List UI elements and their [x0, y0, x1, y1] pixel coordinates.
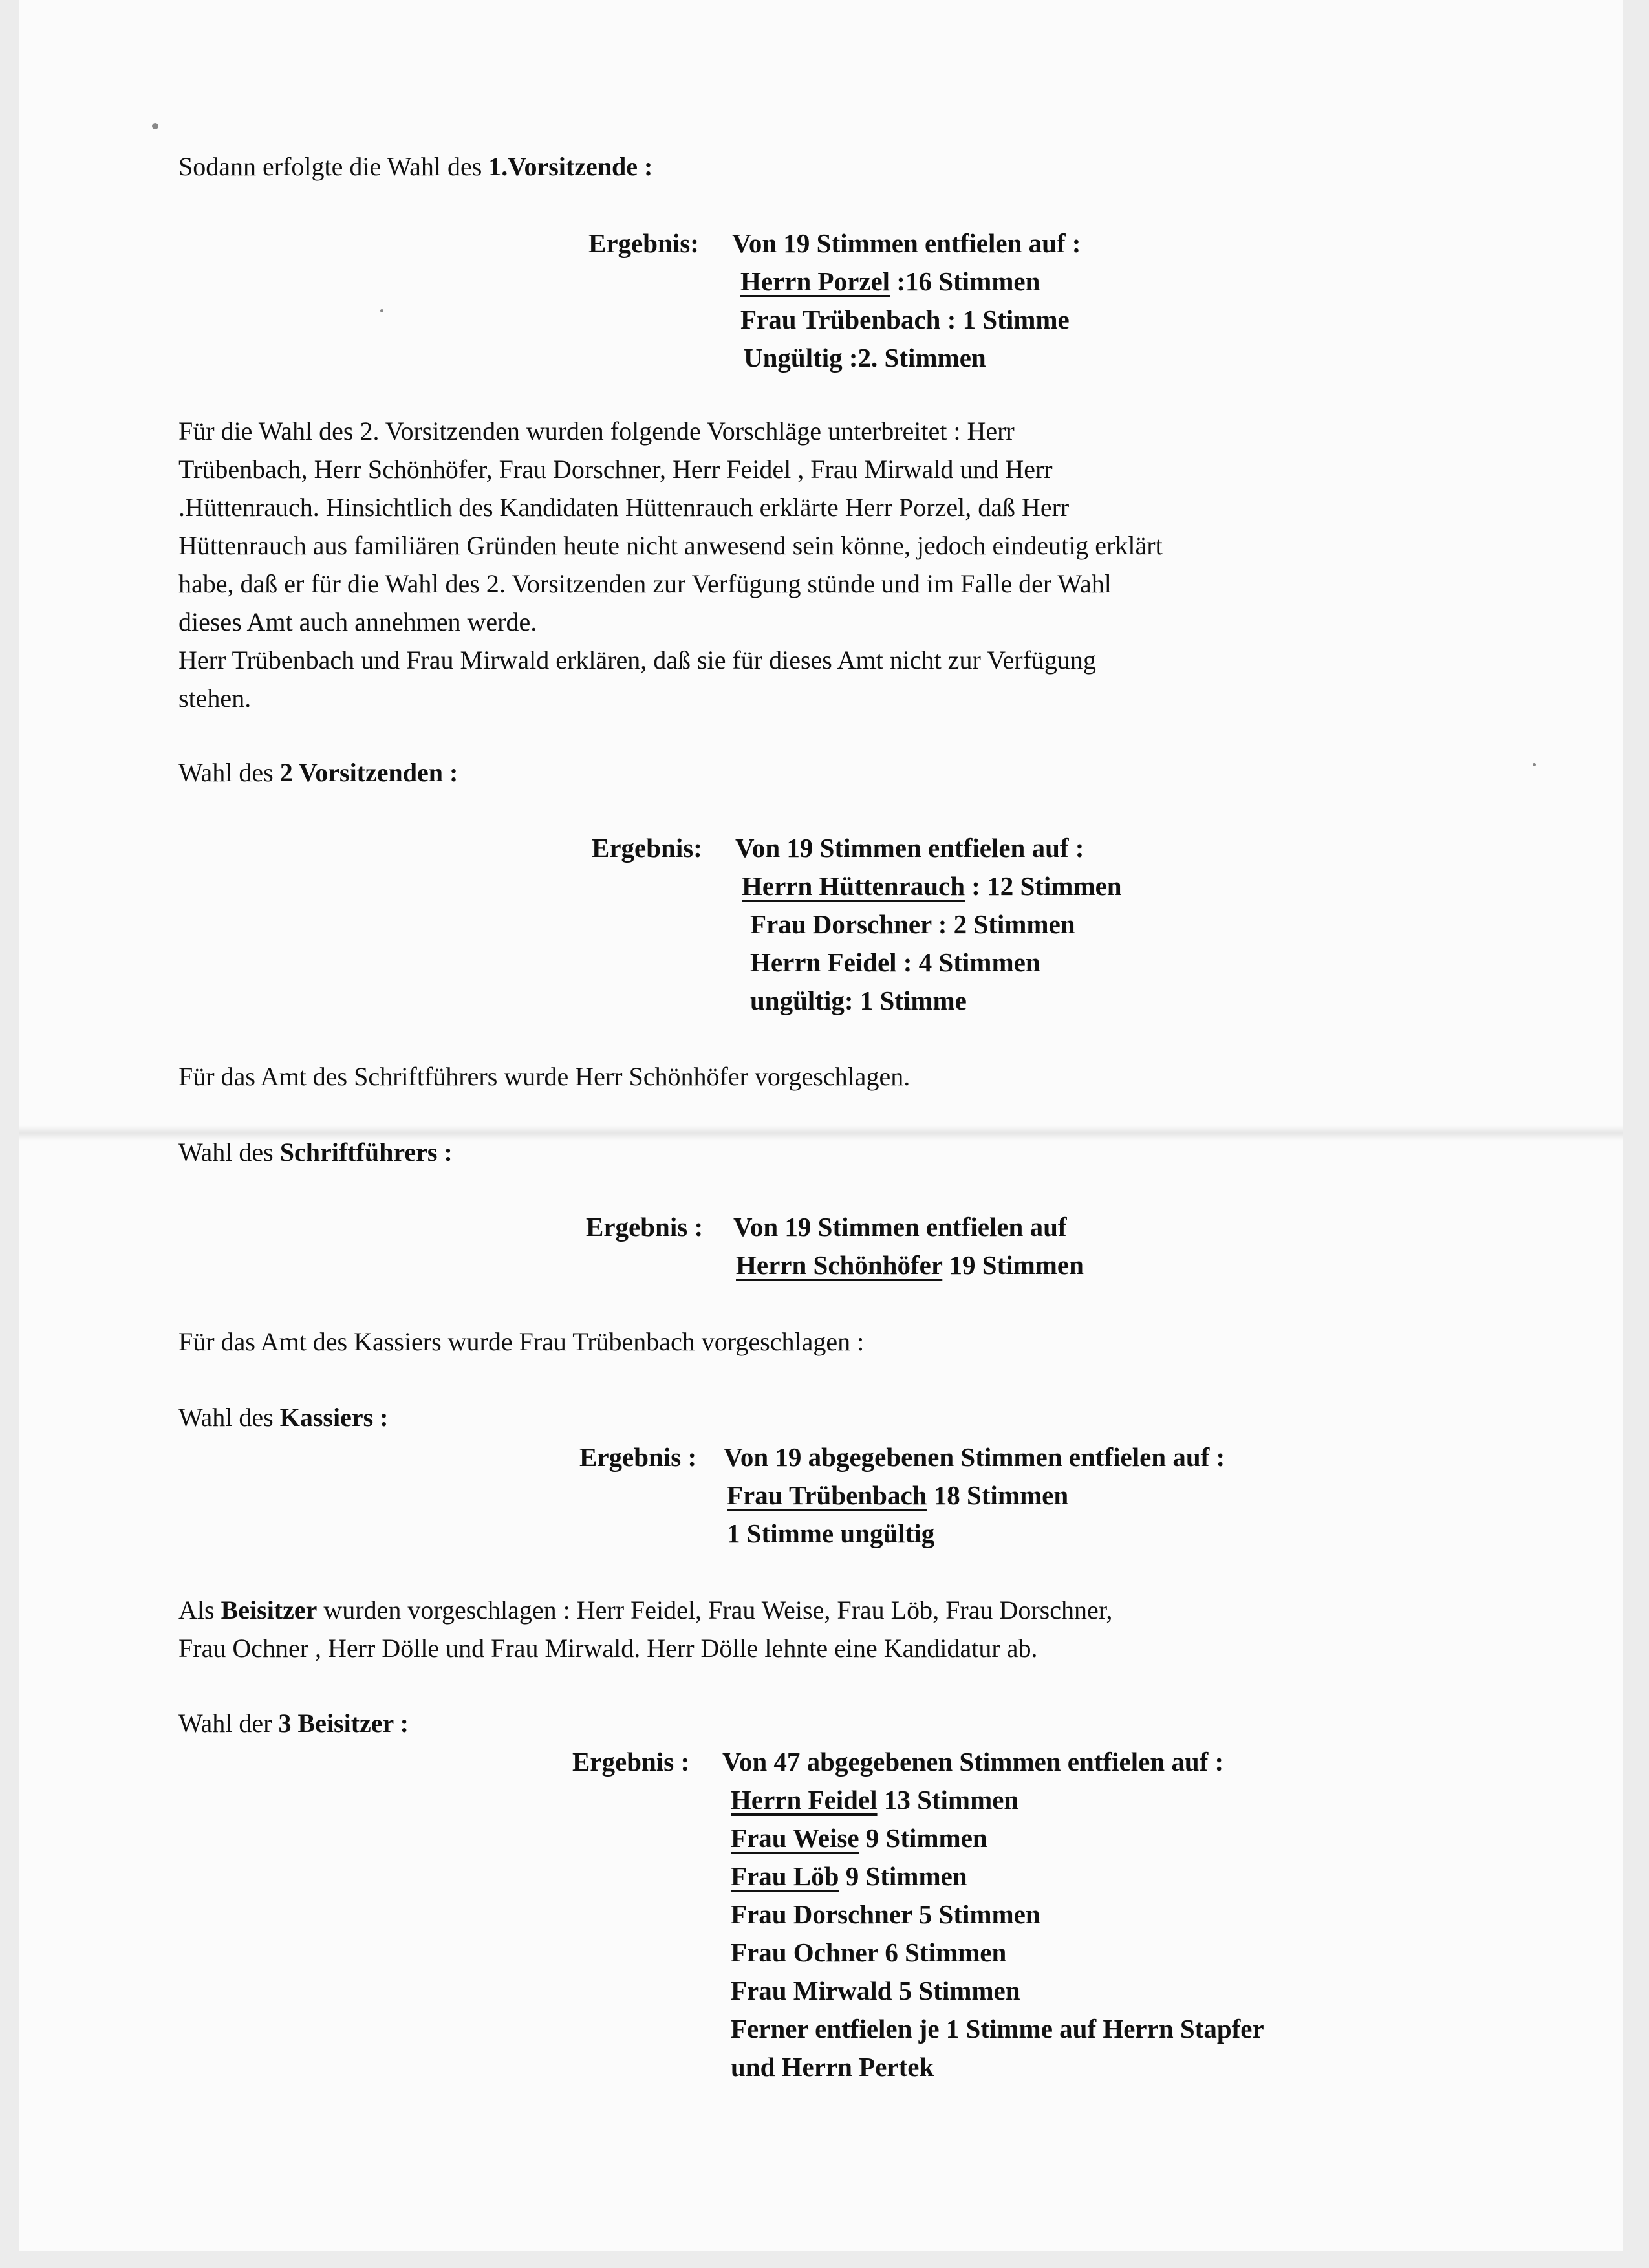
result-line: ungültig: 1 Stimme	[750, 986, 967, 1015]
text-line: Für die Wahl des 2. Vorsitzenden wurden folgende Vorschläge unterbreitet : Herr	[178, 416, 1015, 446]
text-line: stehen.	[178, 684, 252, 713]
election-intro-1: Sodann erfolgte die Wahl des 1.Vorsitzende :	[178, 152, 653, 181]
text-line: habe, daß er für die Wahl des 2. Vorsitzenden zur Verfügung stünde und im Falle der Wahl	[178, 569, 1112, 598]
text-line: Hüttenrauch aus familiären Gründen heute nicht anwesend sein könne, jedoch eindeutig erklärt	[178, 531, 1163, 560]
result-line: Herrn Hüttenrauch : 12 Stimmen	[742, 871, 1122, 901]
result-line: Frau Trübenbach : 1 Stimme	[740, 305, 1070, 334]
election-intro-5: Wahl der 3 Beisitzer :	[178, 1709, 409, 1738]
text-line: dieses Amt auch annehmen werde.	[178, 607, 537, 636]
election-intro-2: Wahl des 2 Vorsitzenden :	[178, 758, 458, 787]
text-line: Frau Ochner , Herr Dölle und Frau Mirwald. Herr Dölle lehnte eine Kandidatur ab.	[178, 1634, 1038, 1663]
result-label: Ergebnis :	[586, 1212, 704, 1242]
result-line: Frau Löb 9 Stimmen	[731, 1861, 967, 1891]
result-heading: Von 47 abgegebenen Stimmen entfielen auf :	[722, 1747, 1224, 1777]
result-line: und Herrn Pertek	[731, 2052, 934, 2082]
scan-speck	[1533, 763, 1536, 766]
result-line: Frau Weise 9 Stimmen	[731, 1823, 987, 1853]
result-line: Herrn Feidel : 4 Stimmen	[750, 947, 1040, 977]
scan-speck	[380, 309, 383, 312]
result-line: Ungültig :2. Stimmen	[744, 343, 986, 373]
result-line: Herrn Schönhöfer 19 Stimmen	[736, 1250, 1084, 1280]
result-line: Frau Ochner 6 Stimmen	[731, 1938, 1007, 1967]
text-line: Trübenbach, Herr Schönhöfer, Frau Dorschner, Herr Feidel , Frau Mirwald und Herr	[178, 455, 1053, 484]
result-label: Ergebnis:	[592, 833, 702, 863]
result-heading: Von 19 Stimmen entfielen auf :	[735, 833, 1084, 863]
text-line: .Hüttenrauch. Hinsichtlich des Kandidaten Hüttenrauch erklärte Herr Porzel, daß Herr	[178, 493, 1070, 522]
candidates-paragraph	[178, 412, 1459, 717]
result-line: Frau Dorschner : 2 Stimmen	[750, 909, 1075, 939]
result-line: Herrn Feidel 13 Stimmen	[731, 1785, 1019, 1815]
result-label: Ergebnis :	[572, 1747, 690, 1777]
assessors-paragraph	[178, 1591, 1459, 1667]
election-intro-3: Wahl des Schriftführers :	[178, 1138, 453, 1167]
scan-speck	[152, 123, 158, 129]
result-line: 1 Stimme ungültig	[727, 1518, 935, 1548]
result-line: Frau Trübenbach 18 Stimmen	[727, 1480, 1069, 1510]
result-label: Ergebnis :	[579, 1442, 697, 1472]
document-page	[19, 0, 1623, 2251]
treasurer-proposal: Für das Amt des Kassiers wurde Frau Trübenbach vorgeschlagen :	[178, 1327, 865, 1356]
text-line: Herr Trübenbach und Frau Mirwald erklären, daß sie für dieses Amt nicht zur Verfügung	[178, 645, 1096, 675]
result-heading: Von 19 abgegebenen Stimmen entfielen auf :	[724, 1442, 1225, 1472]
result-heading: Von 19 Stimmen entfielen auf :	[732, 228, 1081, 258]
result-label: Ergebnis:	[588, 228, 699, 258]
result-line: Frau Dorschner 5 Stimmen	[731, 1899, 1040, 1929]
secretary-proposal: Für das Amt des Schriftführers wurde Herr Schönhöfer vorgeschlagen.	[178, 1062, 911, 1091]
result-line: Herrn Porzel :16 Stimmen	[740, 266, 1040, 296]
text-line: Als Beisitzer wurden vorgeschlagen : Herr Feidel, Frau Weise, Frau Löb, Frau Dorschner,	[178, 1595, 1113, 1625]
result-line: Frau Mirwald 5 Stimmen	[731, 1976, 1020, 2005]
result-line: Ferner entfielen je 1 Stimme auf Herrn Stapfer	[731, 2014, 1264, 2044]
election-intro-4: Wahl des Kassiers :	[178, 1403, 389, 1432]
result-heading: Von 19 Stimmen entfielen auf	[733, 1212, 1067, 1242]
